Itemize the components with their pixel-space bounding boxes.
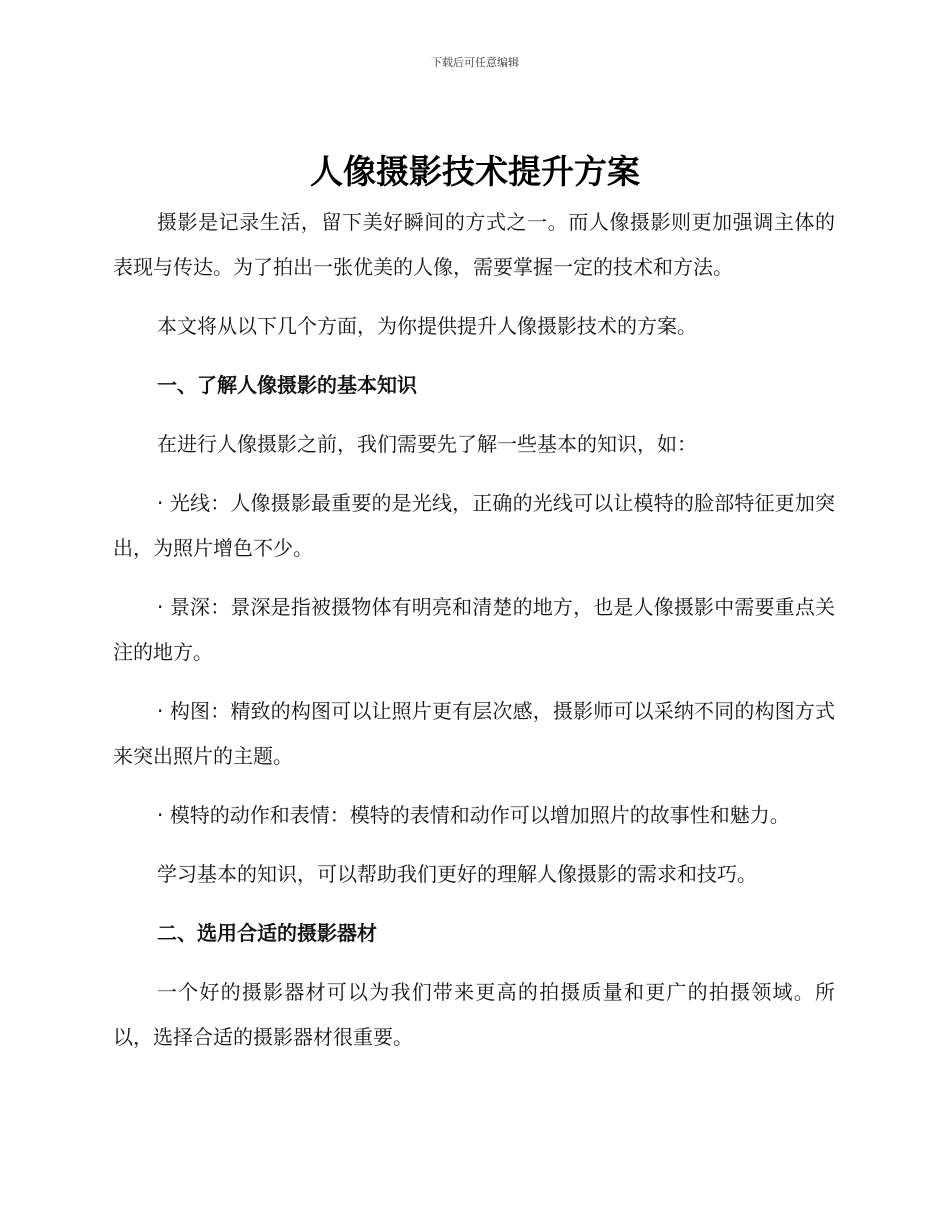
- bullet-composition: · 构图：精致的构图可以让照片更有层次感，摄影师可以采纳不同的构图方式来突出照片的主题。: [113, 699, 835, 768]
- paragraph-overview: 本文将从以下几个方面，为你提供提升人像摄影技术的方案。: [157, 314, 697, 338]
- document-body: [113, 200, 835, 1074]
- bullet-model-pose: · 模特的动作和表情：模特的表情和动作可以增加照片的故事性和魅力。: [157, 803, 790, 827]
- section-heading-basics: 一、了解人像摄影的基本知识: [157, 373, 417, 397]
- paragraph-basics-summary: 学习基本的知识，可以帮助我们更好的理解人像摄影的需求和技巧。: [157, 862, 757, 886]
- paragraph-equipment: 一个好的摄影器材可以为我们带来更高的拍摄质量和更广的拍摄领域。所以，选择合适的摄影器材很重要。: [113, 980, 835, 1049]
- section-heading-equipment: 二、选用合适的摄影器材: [157, 921, 377, 945]
- header-note: 下载后可任意编辑: [431, 56, 519, 69]
- paragraph-intro: 摄影是记录生活，留下美好瞬间的方式之一。而人像摄影则更加强调主体的表现与传达。为了拍出一张优美的人像，需要掌握一定的技术和方法。: [113, 210, 835, 279]
- document-title: 人像摄影技术提升方案: [310, 152, 640, 191]
- bullet-lighting: · 光线：人像摄影最重要的是光线，正确的光线可以让模特的脸部特征更加突出，为照片增色不少。: [113, 491, 835, 560]
- paragraph-basics-intro: 在进行人像摄影之前，我们需要先了解一些基本的知识，如：: [157, 432, 697, 456]
- bullet-depth-of-field: · 景深：景深是指被摄物体有明亮和清楚的地方，也是人像摄影中需要重点关注的地方。: [113, 595, 835, 664]
